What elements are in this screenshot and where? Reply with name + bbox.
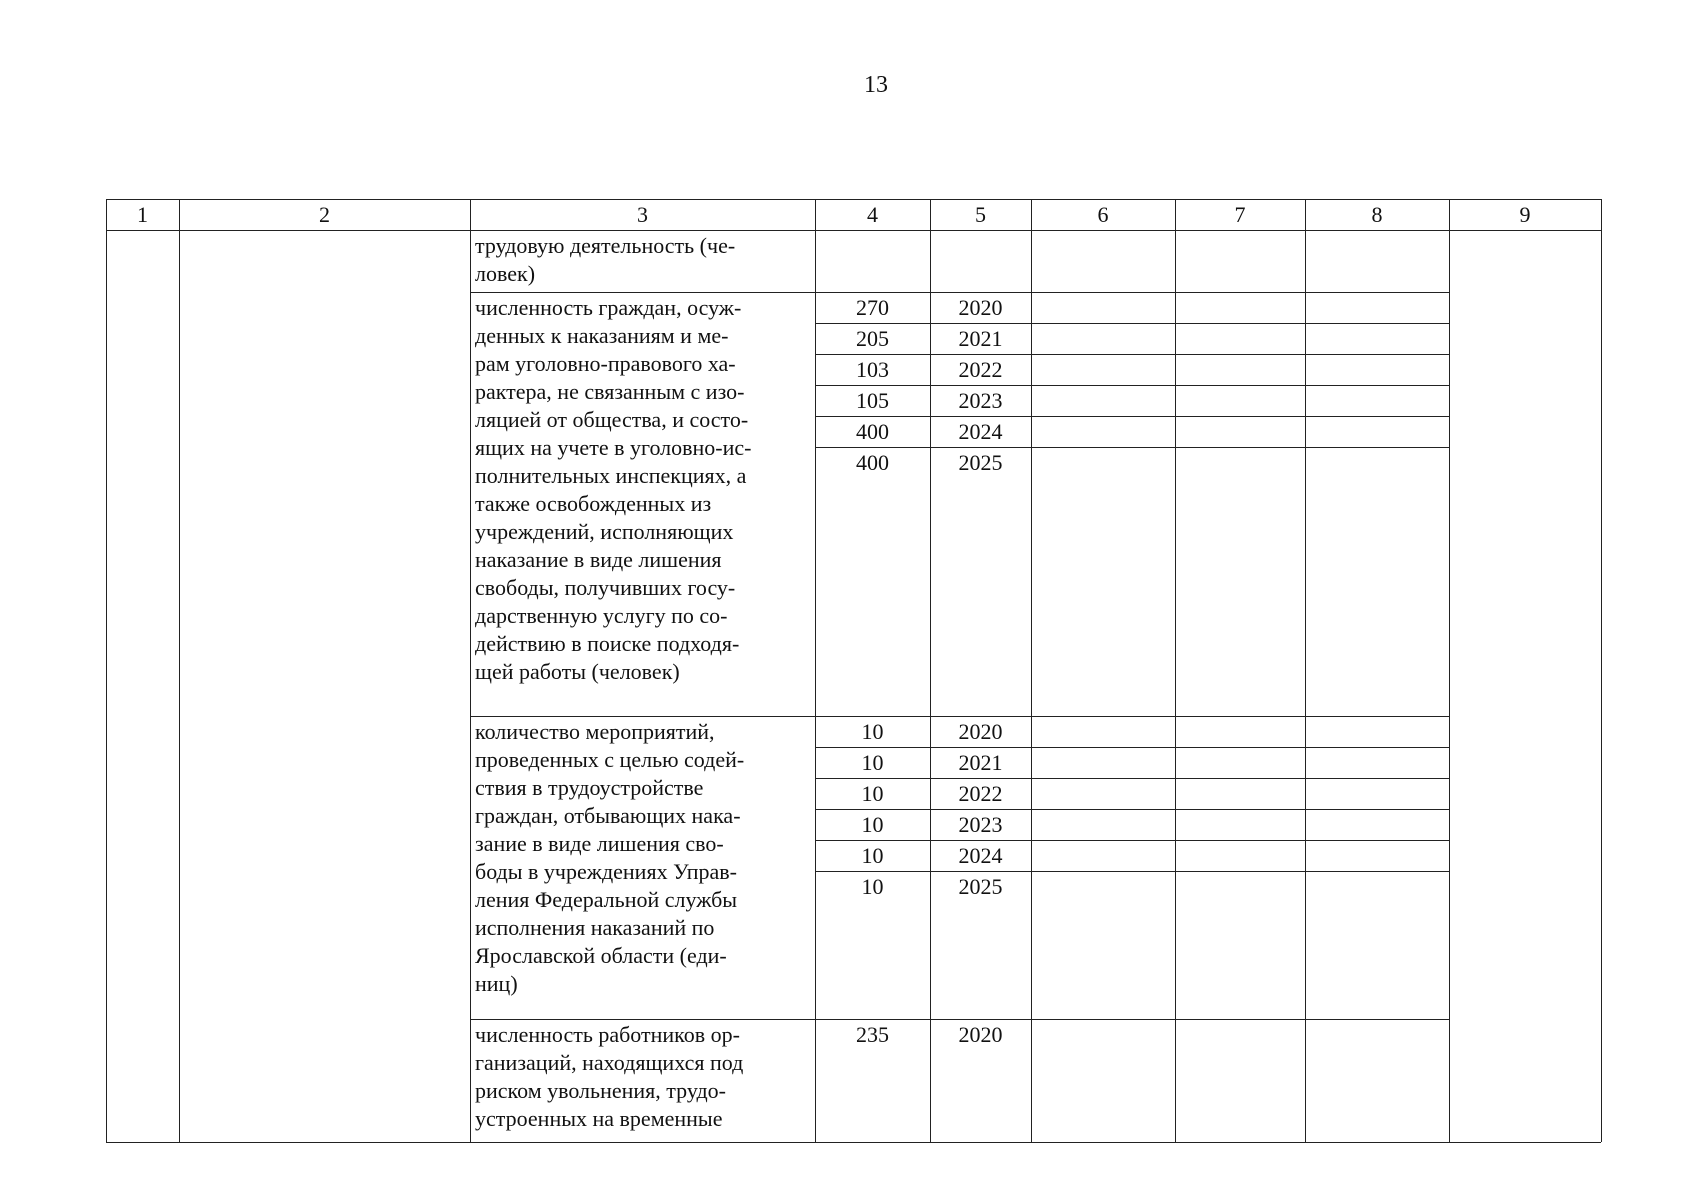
target-value: 10 (861, 750, 884, 775)
target-value: 10 (861, 874, 884, 899)
target-value: 400 (856, 450, 889, 475)
column-line-9 (1601, 199, 1602, 1142)
indicator-text-line: рам уголовно-правового ха- (475, 351, 736, 376)
column-line-8 (1449, 199, 1450, 1142)
column-line-5 (1031, 199, 1032, 1142)
column-header-3: 3 (637, 202, 648, 227)
target-year: 2024 (958, 419, 1003, 444)
indicator-text-line: дарственную услугу по со- (475, 603, 728, 628)
target-year: 2025 (958, 874, 1003, 899)
indicator-text-line: действию в поиске подходя- (475, 631, 740, 656)
column-line-7 (1305, 199, 1306, 1142)
target-year: 2020 (958, 1022, 1003, 1047)
indicator-text-line: ящих на учете в уголовно-ис- (475, 435, 752, 460)
target-year: 2023 (958, 388, 1003, 413)
indicator-text-line: также освобожденных из (475, 491, 712, 516)
column-header-1: 1 (137, 202, 148, 227)
column-header-2: 2 (319, 202, 330, 227)
indicator-text-line: риском увольнения, трудо- (475, 1078, 727, 1103)
column-line-2 (470, 199, 471, 1142)
target-year: 2023 (958, 812, 1003, 837)
target-value: 10 (861, 843, 884, 868)
column-header-4: 4 (867, 202, 878, 227)
target-year: 2021 (958, 326, 1003, 351)
target-year: 2021 (958, 750, 1003, 775)
indicator-text-line: численность граждан, осуж- (475, 295, 742, 320)
column-line-1 (179, 199, 180, 1142)
target-value: 205 (856, 326, 889, 351)
page-number: 13 (864, 72, 888, 98)
indicator-text-line: свободы, получивших госу- (475, 575, 736, 600)
indicator-text-line: щей работы (человек) (475, 659, 680, 684)
target-year: 2024 (958, 843, 1003, 868)
indicator-text-line: трудовую деятельность (че- (475, 233, 736, 258)
target-year: 2025 (958, 450, 1003, 475)
indicator-text-line: ганизаций, находящихся под (475, 1050, 744, 1075)
target-value: 105 (856, 388, 889, 413)
indicator-text-line: наказание в виде лишения (475, 547, 722, 572)
target-year: 2022 (958, 357, 1003, 382)
indicator-text-line: ления Федеральной службы (475, 887, 738, 912)
column-header-8: 8 (1371, 202, 1383, 227)
indicator-text-line: устроенных на временные (475, 1106, 723, 1131)
indicator-text-line: ловек) (475, 261, 536, 286)
indicator-text-line: зание в виде лишения сво- (475, 831, 724, 856)
target-year: 2020 (958, 295, 1003, 320)
target-value: 10 (861, 781, 884, 806)
table-bottom-border (106, 1142, 1601, 1143)
indicator-text-line: рактера, не связанным с изо- (475, 379, 745, 404)
column-header-6: 6 (1097, 202, 1109, 227)
target-value: 235 (856, 1022, 889, 1047)
indicator-text-line: ниц) (475, 971, 518, 996)
header-bottom-border (106, 230, 1601, 231)
column-header-9: 9 (1519, 202, 1531, 227)
column-line-0 (106, 199, 107, 1142)
indicator-text-line: численность работников ор- (475, 1022, 740, 1047)
target-year: 2022 (958, 781, 1003, 806)
target-value: 10 (861, 719, 884, 744)
target-value: 10 (861, 812, 884, 837)
column-header-5: 5 (975, 202, 986, 227)
indicator-text-line: количество мероприятий, (475, 719, 715, 744)
indicator-text-line: проведенных с целью содей- (475, 747, 745, 772)
indicator-text-line: ляцией от общества, и состо- (475, 407, 749, 432)
indicator-text-line: исполнения наказаний по (475, 915, 715, 940)
target-year: 2020 (958, 719, 1003, 744)
target-value: 103 (856, 357, 889, 382)
indicator-text-line: учреждений, исполняющих (475, 519, 734, 544)
indicator-text-line: ствия в трудоустройстве (475, 775, 704, 800)
column-line-6 (1175, 199, 1176, 1142)
target-value: 400 (856, 419, 889, 444)
indicator-text-line: боды в учреждениях Управ- (475, 859, 737, 884)
target-value: 270 (856, 295, 889, 320)
indicator-text-line: полнительных инспекциях, а (475, 463, 747, 488)
column-header-7: 7 (1234, 202, 1246, 227)
indicator-text-line: денных к наказаниям и ме- (475, 323, 729, 348)
indicator-text-line: граждан, отбывающих нака- (475, 803, 741, 828)
indicator-text-line: Ярославской области (еди- (475, 943, 727, 968)
